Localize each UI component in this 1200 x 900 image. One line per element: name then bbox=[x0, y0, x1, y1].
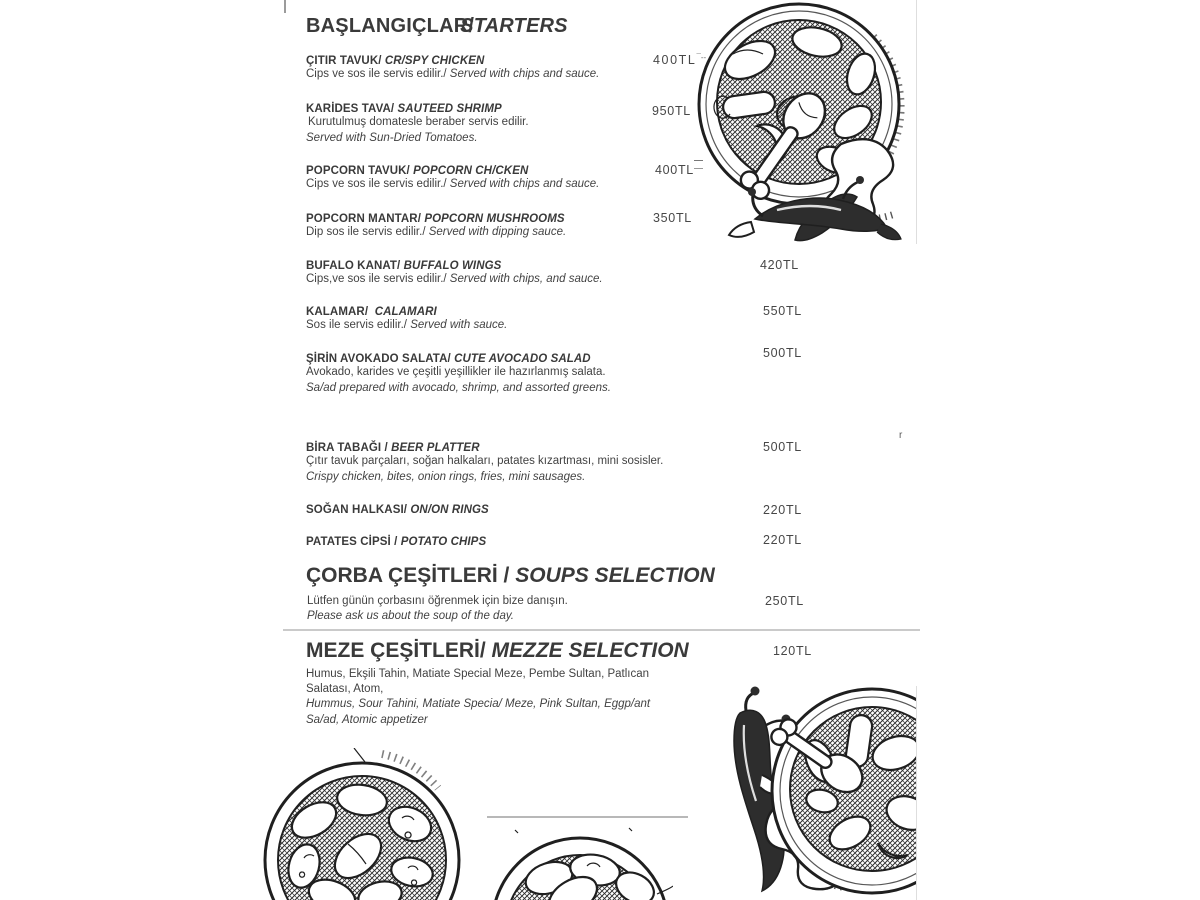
menu-item-sirin-avokado-salata bbox=[306, 353, 611, 396]
item-name-en: POPCORN MUSHROOMS bbox=[424, 213, 565, 225]
item-name-en: ON/ON RINGS bbox=[410, 504, 489, 516]
mezze-desc-en-2: Sa/ad, Atomic appetizer bbox=[306, 713, 428, 726]
item-desc bbox=[306, 67, 599, 83]
mezze-desc bbox=[306, 667, 650, 728]
item-name-en: CR/SPY CHICKEN bbox=[384, 55, 485, 67]
item-price: 220TL bbox=[763, 503, 802, 517]
item-desc-tr: Cips ve sos ile servis edilir./ bbox=[306, 68, 450, 80]
wings-plate-peppers-illustration bbox=[695, 2, 918, 248]
item-name bbox=[306, 504, 489, 516]
item-desc bbox=[306, 272, 603, 288]
item-name-en: BUFFALO WINGS bbox=[403, 260, 502, 272]
soups-desc bbox=[307, 594, 568, 624]
mezze-price: 120TL bbox=[773, 644, 812, 658]
illustration-crop-edge-bottom bbox=[916, 686, 917, 900]
mezze-desc-tr-2: Salatası, Atom, bbox=[306, 683, 384, 696]
item-name bbox=[306, 306, 507, 318]
item-desc bbox=[306, 131, 529, 147]
item-name bbox=[306, 55, 599, 67]
dumpling-bowl-illustration bbox=[262, 748, 464, 900]
menu-item-citir-tavuk bbox=[306, 55, 599, 83]
item-name-tr: BİRA TABAĞI / bbox=[306, 442, 392, 454]
item-name-tr: ŞİRİN AVOKADO SALATA/ bbox=[306, 353, 455, 365]
item-desc-en: Served with chips and sauce. bbox=[449, 178, 600, 190]
item-price: 550TL bbox=[763, 304, 802, 318]
item-desc-tr: Dip sos ile servis edilir./ bbox=[306, 226, 429, 238]
pepper-wings-plate-illustration bbox=[700, 683, 916, 900]
section-divider bbox=[283, 629, 920, 631]
soups-desc-tr: Lütfen günün çorbasını öğrenmek için bize danışın. bbox=[307, 595, 568, 607]
item-desc-tr: Sos ile servis edilir./ bbox=[306, 319, 411, 331]
item-price: 950TL bbox=[652, 104, 691, 118]
section-title-mezze-tr: MEZE ÇEŞİTLERİ/ bbox=[306, 639, 492, 662]
item-name bbox=[306, 260, 603, 272]
menu-item-patates-cipsi bbox=[306, 536, 486, 548]
item-name-tr: POPCORN TAVUK/ bbox=[306, 165, 414, 177]
item-price: 420TL bbox=[760, 258, 799, 272]
menu-item-karides-tava bbox=[306, 103, 529, 146]
scan-mark-corner-tick: r bbox=[899, 430, 903, 441]
item-name-en: SAUTEED SHRIMP bbox=[397, 103, 502, 115]
mezze-desc-tr-1: Humus, Ekşili Tahin, Matiate Special Meze, Pembe Sultan, Patlıcan bbox=[306, 668, 650, 680]
section-title-starters bbox=[306, 15, 568, 38]
section-title-mezze bbox=[306, 639, 689, 663]
item-desc bbox=[306, 365, 611, 381]
item-name-tr: ÇITIR TAVUK/ bbox=[306, 55, 385, 67]
item-desc-tr: Cips ve sos ile servis edilir./ bbox=[306, 178, 450, 190]
item-name-tr: SOĞAN HALKASI/ bbox=[306, 504, 411, 516]
item-name-en: POPCORN CH/CKEN bbox=[413, 165, 529, 177]
item-desc-en: Served with dipping sauce. bbox=[428, 226, 567, 238]
item-desc-tr: Cips,ve sos ile servis edilir./ bbox=[306, 273, 450, 285]
item-desc-en: Crispy chicken, bites, onion rings, fries, mini sausages. bbox=[306, 470, 586, 483]
item-desc bbox=[306, 115, 529, 131]
item-name bbox=[306, 213, 566, 225]
item-desc-en: Served with Sun-Dried Tomatoes. bbox=[306, 131, 478, 144]
scan-mark-vertical-tick bbox=[284, 0, 286, 13]
mezze-desc-en-1: Hummus, Sour Tahini, Matiate Specia/ Meze, Pink Sultan, Eggp/ant bbox=[306, 698, 651, 711]
item-name-tr: POPCORN MANTAR/ bbox=[306, 213, 425, 225]
item-name-tr: PATATES CİPSİ / bbox=[306, 536, 401, 548]
item-name-en: CUTE AVOCADO SALAD bbox=[454, 353, 591, 365]
section-title-soups-tr: ÇORBA ÇEŞİTLERİ / bbox=[306, 564, 516, 587]
section-title-mezze-en: MEZZE SELECTION bbox=[491, 639, 689, 662]
item-name-tr: BUFALO KANAT/ bbox=[306, 260, 404, 272]
item-desc bbox=[306, 177, 599, 193]
item-desc bbox=[306, 318, 507, 334]
menu-item-popcorn-tavuk bbox=[306, 165, 599, 193]
section-title-starters-en: STARTERS bbox=[460, 15, 568, 37]
item-name bbox=[306, 442, 663, 454]
item-price: 400TL bbox=[655, 163, 694, 177]
item-desc bbox=[306, 225, 566, 241]
item-name-en: BEER PLATTER bbox=[391, 442, 480, 454]
item-name-en: POTATO CHIPS bbox=[400, 536, 487, 548]
item-name bbox=[306, 103, 529, 115]
menu-item-bufalo-kanat bbox=[306, 260, 603, 288]
item-desc-en: Sa/ad prepared with avocado, shrimp, and assorted greens. bbox=[306, 381, 611, 394]
item-price: 500TL bbox=[763, 346, 802, 360]
item-desc-tr: Çıtır tavuk parçaları, soğan halkaları, patates kızartması, mini sosisler. bbox=[306, 455, 664, 467]
item-name-tr: KARİDES TAVA/ bbox=[306, 103, 398, 115]
item-desc-en: Served with sauce. bbox=[410, 319, 508, 331]
item-price: 220TL bbox=[763, 533, 802, 547]
item-desc-tr: Avokado, karides ve çeşitli yeşillikler ile hazırlanmış salata. bbox=[306, 366, 606, 378]
price-value: 400TL bbox=[653, 53, 697, 67]
menu-item-popcorn-mantar bbox=[306, 213, 566, 241]
soups-desc-en: Please ask us about the soup of the day. bbox=[307, 610, 514, 623]
item-desc bbox=[306, 470, 663, 486]
item-desc-en: Served with chips and sauce. bbox=[449, 68, 600, 80]
item-desc bbox=[306, 454, 663, 470]
price-scribble: ¯-- bbox=[696, 53, 707, 62]
item-desc bbox=[306, 381, 611, 397]
section-title-soups-en: SOUPS SELECTION bbox=[515, 564, 715, 587]
menu-item-kalamar bbox=[306, 306, 507, 334]
bottom-divider bbox=[487, 816, 688, 818]
soups-price: 250TL bbox=[765, 594, 804, 608]
section-title-starters-tr: BAŞLANGIÇLAR/ bbox=[306, 15, 475, 37]
menu-item-sogan-halkasi bbox=[306, 504, 489, 516]
menu-item-bira-tabagi bbox=[306, 442, 663, 485]
item-price: 500TL bbox=[763, 440, 802, 454]
item-desc-en: Served with chips, and sauce. bbox=[449, 273, 603, 285]
dumpling-bowl-partial-illustration bbox=[487, 826, 673, 900]
section-title-soups bbox=[306, 564, 715, 588]
item-name-tr: KALAMAR/ bbox=[306, 306, 375, 318]
item-price: 350TL bbox=[653, 211, 692, 225]
item-name bbox=[306, 536, 486, 548]
item-name bbox=[306, 353, 611, 365]
item-desc-tr: Kurutulmuş domatesle beraber servis edilir. bbox=[308, 116, 529, 128]
item-name bbox=[306, 165, 599, 177]
item-name-en: CALAMARI bbox=[374, 306, 437, 318]
